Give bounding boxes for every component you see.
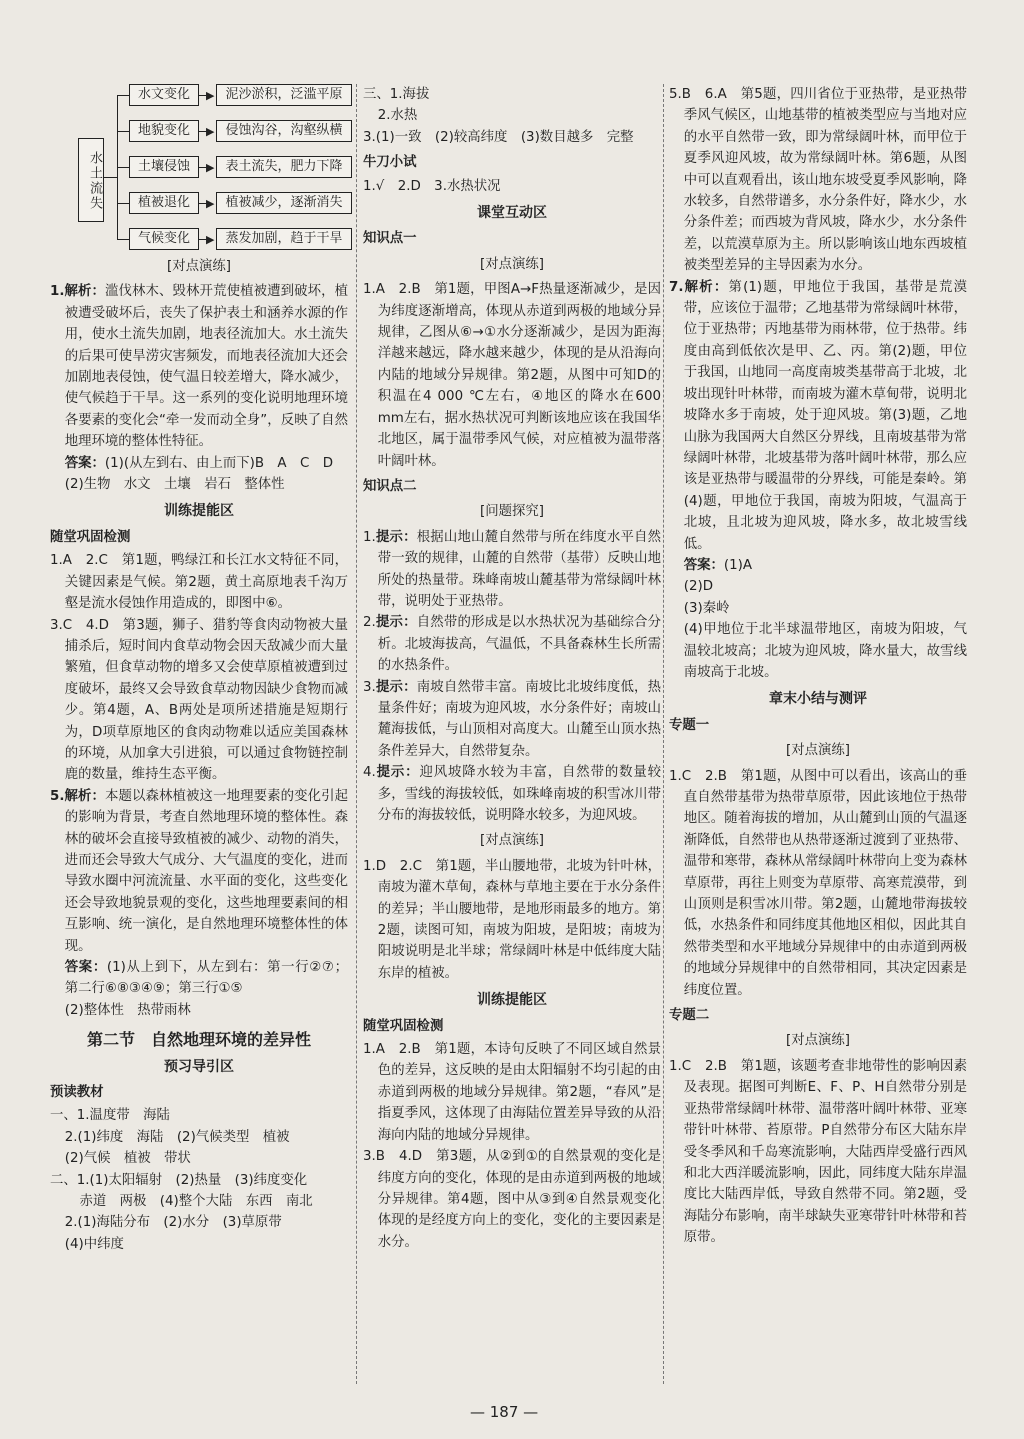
subsection-heading: 预读教材: [50, 1085, 104, 1101]
answer-line: (4)中纬度: [64, 1236, 124, 1252]
answer-paragraph: 1.解析：滥伐林木、毁林开荒使植被遭到破坏，植被遭受破坏后，丧失了保护表土和涵养水源的作用，使水土流失加剧，地表径流加大。水土流失的后果可使旱涝灾害频发，而地表径流加大还会加剧地表侵蚀，使气温日较差增大，降水减少，使气候趋于干旱。这一系列的变化说明地理环境各要素的变化会“牵一发而动全身”，反映了自然地理环境的整体性特征。: [50, 284, 348, 450]
answer-line: (2)整体性 热带雨林: [64, 1002, 191, 1018]
section-heading: 训练提能区: [477, 992, 547, 1009]
diagram-right-box-3: 表土流失，肥力下降: [216, 156, 352, 178]
column-2: [363, 84, 661, 1253]
subsection-heading: 知识点二: [363, 478, 417, 494]
answer-paragraph: 5.B 6.A 第5题，四川省位于亚热带，是亚热带季风气候区，山地基带的植被类型应与当地对应的水平自然带一致，即为常绿阔叶林，而甲位于夏季风迎风坡，故为常绿阔叶林。第6题，从图中可以直观看出，该山地东坡受夏季风影响，降水较多，自然带谱多，水分条件好，降水少，水分条件差；而西坡为背风坡，降水少，水分条件差，以荒漠草原为主。所以影响该山地东西坡植被类型差异的主导因素为水分。: [669, 87, 967, 274]
answer-paragraph: 1.A 2.C 第1题，鸭绿江和长江水文特征不同，关键因素是气候。第2题，黄土高原地表千沟万壑是流水侵蚀作用造成的，即图中⑥。: [50, 553, 348, 612]
answer-line: 答案：(1)A: [683, 557, 753, 573]
section-bracket: [对点演练]: [479, 833, 544, 849]
soil-erosion-diagram: 水土流失 水文变化 ▶ 泥沙淤积，泛滥平原 地貌变化 ▶ 侵蚀沟谷，沟壑纵横 土壤侵蚀 ▶ 表土流失，肥力下降 植被退化 ▶ 植被减少，逐渐消失 气候变化 ▶ 蒸发加剧，趋于干旱: [78, 80, 348, 250]
section-heading: 训练提能区: [164, 503, 234, 520]
section-heading: 预习导引区: [164, 1058, 234, 1075]
section-bracket: [对点演练]: [785, 743, 850, 759]
answer-paragraph: 1.C 2.B 第1题，从图中可以看出，该高山的垂直自然带基带为热带草原带，因此该地位于热带地区。随着海拔的增加，从山麓到山顶的气温逐渐降低，自然带也从热带逐渐过渡到了亚热带、温带和寒带，森林从常绿阔叶林带向上变为森林草原带，再往上则变为草原带、高寒荒漠带，到山顶则是积雪冰川带。第2题，山麓地带海拔较低，水热条件和同纬度其他地区相似，因此其自然带类型和水平地域分异规律中的由赤道到两极的地域分异规律中的自然带相同，其决定因素是纬度位置。: [669, 768, 967, 998]
subsection-heading: 知识点一: [363, 231, 417, 247]
diagram-left-box-3: 土壤侵蚀: [129, 156, 199, 178]
answer-line: (2)生物 水文 土壤 岩石 整体性: [64, 477, 285, 493]
subsection-heading: 牛刀小试: [363, 155, 417, 171]
diagram-center-box: 水土流失: [78, 138, 104, 222]
answer-line: 答案：(1)从上到下，从左到右：第一行②⑦；第二行⑥⑧③④⑨；第三行①⑤: [64, 960, 348, 997]
answer-line: 3.(1)一致 (2)较高纬度 (3)数目越多 完整: [363, 129, 634, 145]
answer-line: (3)秦岭: [683, 600, 730, 616]
answer-line: 一、1.温度带 海陆: [50, 1108, 170, 1124]
answer-paragraph: 1.D 2.C 第1题，半山腰地带，北坡为针叶林，南坡为灌木草甸，森林与草地主要在于水分条件的差异；半山腰地带，是地形雨最多的地方。第2题，读图可知，南坡为阳坡，是阳坡；南坡为阳坡说明是北半球；常绿阔叶林是中低纬度大陆东岸的植被。: [363, 858, 661, 981]
diagram-left-box-1: 水文变化: [129, 84, 199, 106]
answer-line: 1.√ 2.D 3.水热状况: [363, 178, 501, 194]
diagram-right-box-1: 泥沙淤积，泛滥平原: [216, 84, 352, 106]
answer-paragraph: 3.C 4.D 第3题，狮子、猎豹等食肉动物被大量捕杀后，短时间内食草动物会因天敌减少而大量繁殖，但食草动物的增多又会使草原植被遭到过度破坏，最终又会导致食草动物因缺少食物而减少。第4题，A、B两处是项所述措施是短期行为，D项草原地区的食肉动物难以适应美国森林的环境，从加拿大引进狼，可以通过食物链控制鹿的数量，维持生态平衡。: [50, 617, 348, 783]
diagram-right-box-4: 植被减少，逐渐消失: [216, 192, 352, 214]
answer-paragraph: 1.A 2.B 第1题，本诗句反映了不同区域自然景色的差异，这反映的是由太阳辐射不均引起的由赤道到两极的地域分异规律。第2题，“春风”是指夏季风，这体现了由海陆位置差异导致的从沿海向内陆的地域分异规律。: [363, 1042, 661, 1143]
answer-paragraph: 5.解析：本题以森林植被这一地理要素的变化引起的影响为背景，考查自然地理环境的整体性。森林的破坏会直接导致植被的减少、动物的消失，进而还会导致大气成分、大气温度的变化，进而导致水圈中河流流量、水平面的变化，这些变化还会导致地貌景观的变化，这些地理要素间的相互影响、统一演化，是自然地理环境整体性的体现。: [50, 788, 348, 954]
section-bracket: [对点演练]: [479, 256, 544, 272]
column-1: [50, 80, 348, 1255]
answer-paragraph: 1.C 2.B 第1题，该题考查非地带性的影响因素及表现。据图可判断E、F、P、H自然带分别是亚热带常绿阔叶林带、温带落叶阔叶林带、亚寒带针叶林带、苔原带。P自然带分布区大陆东岸受冬季风和千岛寒流影响，大陆西岸受盛行西风和北大西洋暖流影响，因此，同纬度大陆东岸温度比大陆西岸低，导致自然带不同。第2题，受海陆分布影响，南半球缺失亚寒带针叶林带和苔原带。: [669, 1058, 967, 1246]
section-heading: 课堂互动区: [477, 205, 547, 222]
subsection-heading: 随堂巩固检测: [50, 529, 131, 545]
section-bracket: [对点演练]: [166, 259, 231, 274]
answer-paragraph: 2.提示：自然带的形成是以水热状况为基础综合分析。北坡海拔高，气温低，不具备森林生长所需的水热条件。: [363, 615, 661, 674]
chapter-section-title: 第二节 自然地理环境的差异性: [86, 1030, 311, 1050]
answer-line: 二、1.(1)太阳辐射 (2)热量 (3)纬度变化: [50, 1172, 308, 1188]
answer-line: (2)D: [683, 579, 714, 595]
answer-line: (4)甲地位于北半球温带地区，南坡为阳坡，气温较北坡高；北坡为迎风坡，降水量大，故雪线南坡高于北坡。: [683, 622, 967, 680]
answer-paragraph: 1.A 2.B 第1题，甲图A→F热量逐渐减少，是因为纬度逐渐增高，体现从赤道到两极的地域分异规律，乙图从⑥→①水分逐渐减少，是因为距海洋越来越远，降水越来越少，体现的是从沿海向内陆的地域分异规律。第2题，从图中可知D的积温在4 000 ℃左右，④地区的降水在600 mm左右，据水热状况可判断该地应该在我国华北地区，属于温带季风气候，对应植被为温带落叶阔叶林。: [363, 282, 661, 469]
section-bracket: [对点演练]: [785, 1033, 850, 1049]
diagram-left-box-4: 植被退化: [129, 192, 199, 214]
answer-line: (2)气候 植被 带状: [64, 1151, 191, 1167]
answer-paragraph: 3.B 4.D 第3题，从②到①的自然景观的变化是纬度方向的变化，体现的是由赤道到两极的地域分异规律。第4题，图中从③到④自然景观变化体现的是经度方向上的变化，变化的主要因素是水分。: [363, 1149, 661, 1250]
answer-paragraph: 7.解析：第(1)题，甲地位于我国，基带是荒漠带，应该位于温带；乙地基带为常绿阔叶林带，位于亚热带；丙地基带为雨林带，位于热带。纬度由高到低依次是甲、乙、丙。第(2)题，甲位于我国，山地同一高度南坡类基带高于北坡，北坡出现针叶林带，而南坡为灌木草甸带，说明北坡降水多于南坡，处于迎风坡。第(3)题，乙地山脉为我国两大自然区分界线，且南坡基带为常绿阔叶林带，北坡基带为落叶阔叶林带，那么应该是亚热带与暖温带的分界线，可能是秦岭。第(4)题，甲地位于我国，南坡为阳坡，气温高于北坡，且北坡为迎风坡，降水多，故北坡雪线低。: [669, 279, 967, 552]
answer-line: 2.(1)海陆分布 (2)水分 (3)草原带: [64, 1215, 282, 1231]
answer-paragraph: 1.提示：根据山地山麓自然带与所在纬度水平自然带一致的规律，山麓的自然带（基带）反映山地所处的热量带。珠峰南坡山麓基带为常绿阔叶林带，说明处于亚热带。: [363, 529, 661, 609]
column-divider-2: [663, 84, 664, 1384]
diagram-left-box-2: 地貌变化: [129, 120, 199, 142]
answer-line: 答案：(1)(从左到右、由上而下)B A C D: [64, 455, 334, 471]
answer-paragraph: 3.提示：南坡自然带丰富。南坡比北坡纬度低，热量条件好；南坡为迎风坡，水分条件好；南坡山麓海拔低，与山顶相对高度大。山麓至山顶水热条件差异大，自然带复杂。: [363, 679, 661, 759]
diagram-right-box-2: 侵蚀沟谷，沟壑纵横: [216, 120, 352, 142]
subsection-heading: 专题一: [669, 717, 710, 733]
diagram-left-box-5: 气候变化: [129, 228, 199, 250]
answer-line: 2.水热: [377, 108, 418, 124]
subsection-heading: 专题二: [669, 1008, 710, 1024]
column-3: [669, 84, 967, 1249]
column-divider-1: [356, 84, 357, 1384]
page-number: — 187 —: [470, 1403, 539, 1421]
answer-line: 赤道 两极 (4)整个大陆 东西 南北: [79, 1194, 313, 1210]
diagram-right-box-5: 蒸发加剧，趋于干旱: [216, 228, 352, 250]
answer-line: 三、1.海拔: [363, 87, 430, 102]
subsection-heading: 随堂巩固检测: [363, 1018, 444, 1034]
section-bracket: [问题探究]: [479, 504, 544, 520]
section-heading: 章末小结与测评: [769, 691, 867, 708]
answer-paragraph: 4.提示：迎风坡降水较为丰富，自然带的数量较多，雪线的海拔较低，如珠峰南坡的积雪冰川带分布的海拔较低，说明降水较多，为迎风坡。: [363, 765, 662, 823]
answer-line: 2.(1)纬度 海陆 (2)气候类型 植被: [64, 1129, 290, 1145]
